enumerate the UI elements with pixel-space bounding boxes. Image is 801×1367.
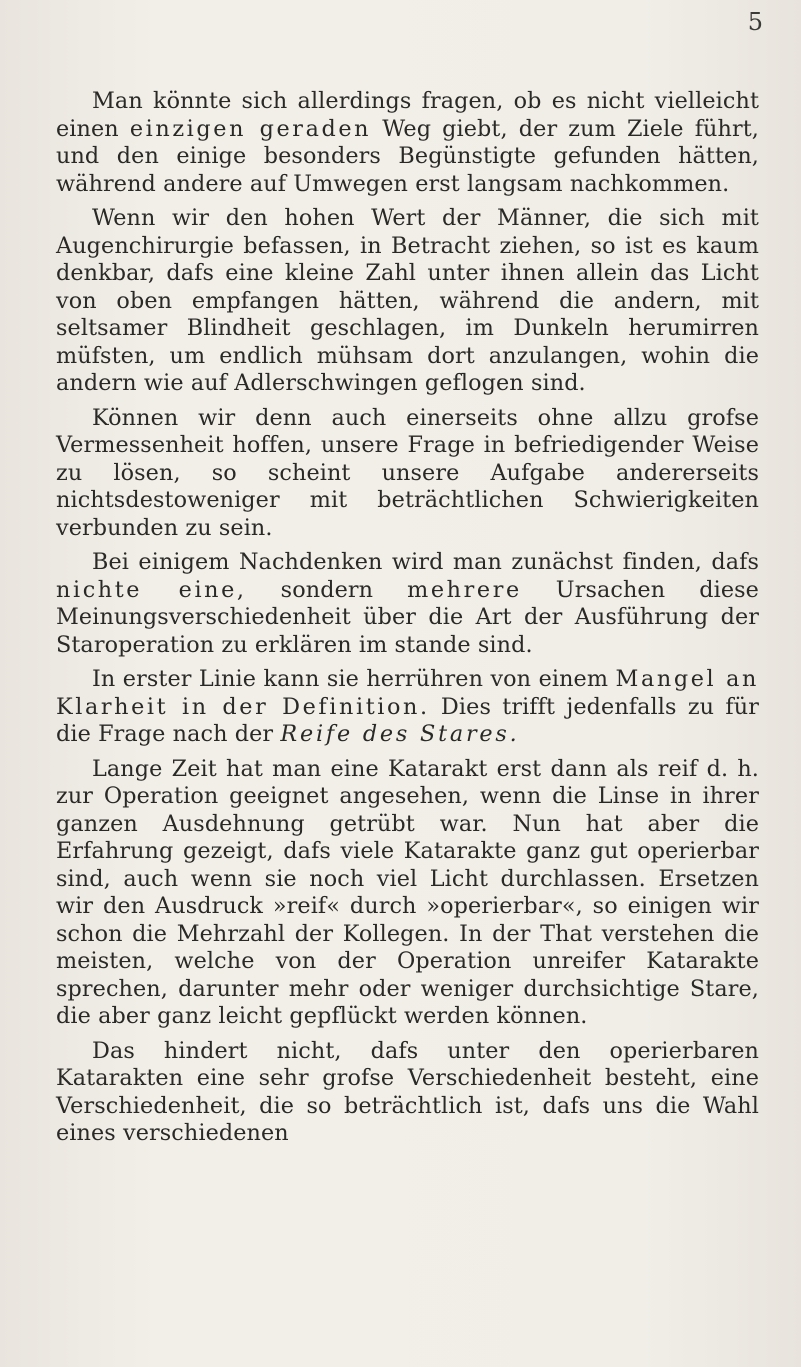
paragraph-1-text-b: Weg giebt, der zum Ziele führt, und den einige besonders Begünstigte gefunden hätten, während andere auf Umwegen erst langsam nachkommen. [56, 115, 759, 197]
paragraph-4-text-a: Bei einigem Nachdenken wird man zunächst finden, dafs [92, 549, 759, 575]
paragraph-1 [56, 88, 759, 198]
paragraph-4-text-b: sondern [246, 576, 408, 603]
emphasis-mangel-an-klarheit: Mangel an Klarheit in der Definition. [56, 666, 759, 720]
paragraph-5-text-b: Dies trifft jedenfalls zu für die Frage nach der [56, 693, 759, 747]
paragraph-6: Lange Zeit hat man eine Katarakt erst dann als reif d. h. zur Operation geeignet angesehen, wenn die Linse in ihrer ganzen Ausdehnung getrübt war. Nun hat aber die Erfahrung gezeigt, dafs viele Katarakte ganz gut operierbar sind, auch wenn sie noch viel Licht durchlassen. Ersetzen wir den Ausdruck »reif« durch »operierbar«, so einigen wir schon die Mehrzahl der Kollegen. In der That verstehen die meisten, welche von der Operation unreifer Katarakte sprechen, darunter mehr oder weniger durchsichtige Stare, die aber ganz leicht gepflückt werden können. [56, 755, 759, 1029]
emphasis-reife-des-stares: Reife des Stares. [280, 721, 520, 747]
paragraph-5 [56, 666, 759, 749]
emphasis-mehrere: mehrere [407, 576, 522, 603]
page-number: 5 [747, 8, 763, 36]
paragraph-3: Können wir denn auch einerseits ohne allzu grofse Vermessenheit hoffen, unsere Frage in befriedigender Weise zu lösen, so scheint unsere Aufgabe andererseits nichtsdestoweniger mit beträchtlichen Schwierigkeiten verbunden zu sein. [56, 404, 759, 541]
paragraph-2: Wenn wir den hohen Wert der Männer, die sich mit Augenchirurgie befassen, in Betracht ziehen, so ist es kaum denkbar, dafs eine kleine Zahl unter ihnen allein das Licht von oben empfangen hätten, während die andern, mit seltsamer Blindheit geschlagen, im Dunkeln herumirren müfsten, um endlich mühsam dort anzulangen, wohin die andern wie auf Adlerschwingen geflogen sind. [56, 205, 759, 396]
paragraph-5-text-a: In erster Linie kann sie herrühren von einem [92, 666, 616, 692]
paragraph-4 [56, 549, 759, 659]
paragraph-4-text-c: Ursachen diese Meinungsverschiedenheit über die Art der Ausführung der Staroperation zu erklären im stande sind. [56, 576, 759, 658]
emphasis-nichte-eine: nichte eine, [56, 576, 247, 603]
emphasis-einzigen-geraden: einzigen geraden [129, 115, 372, 142]
paragraph-1-text-a: Man könnte sich allerdings fragen, ob es nicht vielleicht einen [56, 88, 759, 142]
paragraph-7: Das hindert nicht, dafs unter den operierbaren Katarakten eine sehr grofse Verschiedenheit besteht, eine Verschiedenheit, die so beträchtlich ist, dafs uns die Wahl eines verschiedenen [56, 1037, 759, 1146]
